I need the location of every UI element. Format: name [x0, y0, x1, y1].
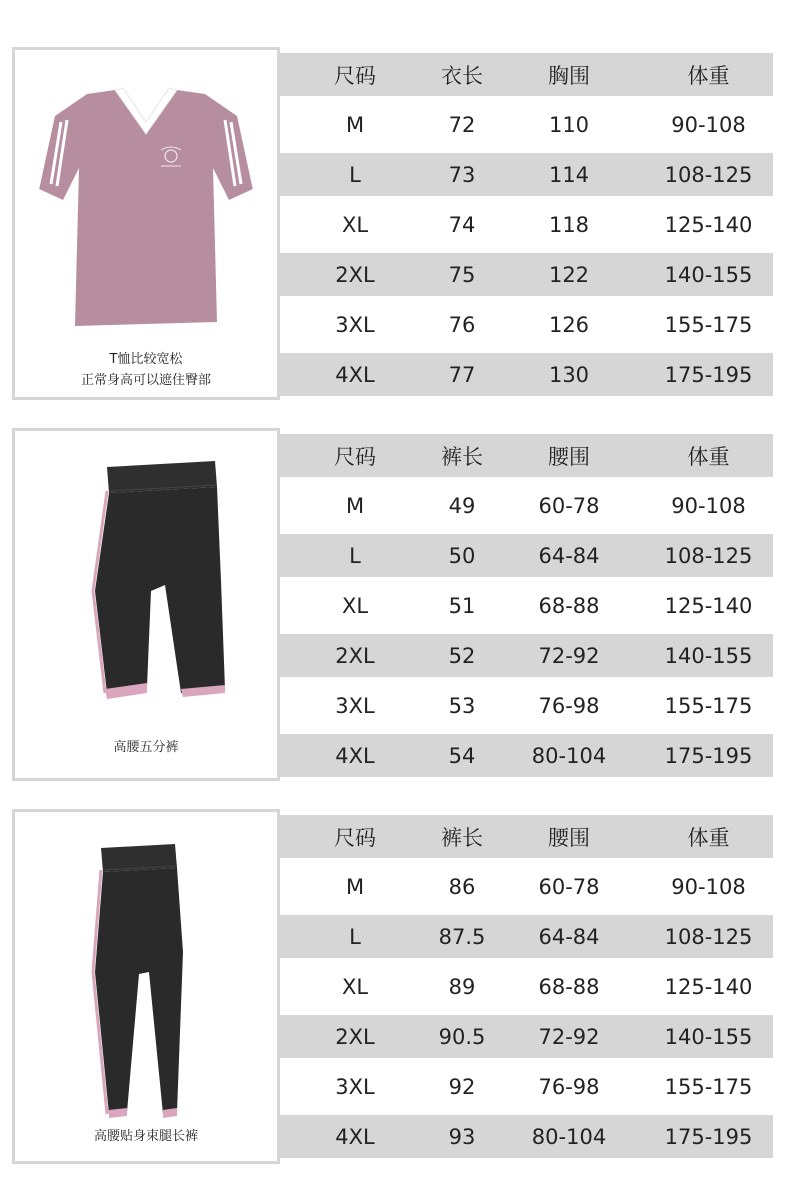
cell-size: L — [349, 543, 361, 568]
cell-weight: 155-175 — [664, 312, 753, 337]
cell-weight: 90-108 — [671, 874, 746, 899]
cell-size: 4XL — [335, 362, 375, 387]
cell-size: L — [349, 162, 361, 187]
table-row — [280, 153, 773, 196]
table-row — [280, 353, 773, 396]
cell-weight: 108-125 — [664, 162, 753, 187]
cell-chest: 110 — [548, 112, 590, 137]
table-row — [280, 858, 773, 915]
cell-waist: 60-78 — [538, 874, 600, 899]
header-waist: 腰围 — [548, 444, 590, 469]
header-weight: 体重 — [687, 63, 730, 88]
cell-size: 4XL — [335, 1124, 375, 1149]
cell-waist: 68-88 — [538, 593, 600, 618]
table-row — [280, 1058, 773, 1115]
cell-weight: 108-125 — [664, 543, 753, 568]
header-waist: 腰围 — [548, 825, 590, 850]
cell-size: 4XL — [335, 743, 375, 768]
cell-length: 90.5 — [438, 1024, 486, 1049]
cell-weight: 90-108 — [671, 493, 746, 518]
cell-size: 3XL — [335, 312, 375, 337]
header-length: 裤长 — [441, 444, 483, 469]
cell-waist: 76-98 — [538, 693, 600, 718]
size-table-shorts — [280, 434, 773, 777]
cell-size: 2XL — [335, 1024, 375, 1049]
cell-size: 2XL — [335, 643, 375, 668]
cell-length: 52 — [448, 643, 476, 668]
table-row — [280, 1015, 773, 1058]
table-row — [280, 296, 773, 353]
table-row — [280, 534, 773, 577]
shorts-caption — [15, 737, 277, 758]
header-chest: 胸围 — [548, 63, 590, 88]
cell-weight: 125-140 — [664, 593, 753, 618]
table-row — [280, 958, 773, 1015]
cell-chest: 122 — [548, 262, 590, 287]
cell-waist: 76-98 — [538, 1074, 600, 1099]
table-row — [280, 915, 773, 958]
header-weight: 体重 — [687, 444, 730, 469]
cell-weight: 140-155 — [664, 262, 753, 287]
cell-length: 87.5 — [438, 924, 486, 949]
cell-length: 49 — [448, 493, 476, 518]
table-row — [280, 677, 773, 734]
table-row — [280, 96, 773, 153]
caption-line: 高腰贴身束腿长裤 — [93, 1129, 198, 1144]
table-row — [280, 734, 773, 777]
cell-size: 3XL — [335, 693, 375, 718]
cell-length: 73 — [448, 162, 476, 187]
cell-size: XL — [341, 593, 369, 618]
table-row — [280, 196, 773, 253]
cell-size: M — [345, 874, 365, 899]
cell-weight: 140-155 — [664, 643, 753, 668]
cell-weight: 155-175 — [664, 1074, 753, 1099]
cell-length: 75 — [448, 262, 476, 287]
cell-size: M — [345, 112, 365, 137]
cell-weight: 155-175 — [664, 693, 753, 718]
cell-size: XL — [341, 974, 369, 999]
table-row — [280, 577, 773, 634]
cell-length: 93 — [448, 1124, 476, 1149]
caption-line: 高腰五分裤 — [113, 740, 179, 755]
leggings-illustration — [15, 812, 277, 1132]
caption-line: 正常身高可以遮住臀部 — [80, 373, 211, 388]
cell-weight: 90-108 — [671, 112, 746, 137]
table-header-row — [280, 815, 773, 858]
cell-waist: 72-92 — [538, 1024, 600, 1049]
cell-length: 76 — [448, 312, 476, 337]
caption-line: T恤比较宽松 — [109, 352, 183, 367]
leggings-image-panel — [12, 809, 280, 1164]
cell-length: 51 — [448, 593, 476, 618]
table-row — [280, 634, 773, 677]
cell-length: 74 — [448, 212, 476, 237]
header-length: 裤长 — [441, 825, 483, 850]
cell-chest: 126 — [548, 312, 590, 337]
table-row — [280, 477, 773, 534]
cell-size: 3XL — [335, 1074, 375, 1099]
cell-length: 72 — [448, 112, 476, 137]
cell-weight: 125-140 — [664, 974, 753, 999]
cell-size: M — [345, 493, 365, 518]
cell-waist: 68-88 — [538, 974, 600, 999]
cell-waist: 60-78 — [538, 493, 600, 518]
table-row — [280, 253, 773, 296]
table-row — [280, 1115, 773, 1158]
cell-weight: 140-155 — [664, 1024, 753, 1049]
cell-length: 54 — [448, 743, 476, 768]
cell-waist: 64-84 — [538, 543, 600, 568]
cell-length: 89 — [448, 974, 476, 999]
cell-waist: 80-104 — [531, 1124, 607, 1149]
tshirt-caption — [15, 349, 277, 391]
cell-chest: 130 — [548, 362, 590, 387]
cell-chest: 114 — [548, 162, 590, 187]
header-length: 衣长 — [441, 63, 483, 88]
cell-size: XL — [341, 212, 369, 237]
table-header-row — [280, 434, 773, 477]
cell-weight: 175-195 — [664, 743, 753, 768]
cell-waist: 72-92 — [538, 643, 600, 668]
shorts-illustration — [15, 431, 277, 731]
size-table-leggings — [280, 815, 773, 1158]
cell-weight: 125-140 — [664, 212, 753, 237]
table-header-row — [280, 53, 773, 96]
cell-waist: 80-104 — [531, 743, 607, 768]
cell-length: 53 — [448, 693, 476, 718]
cell-weight: 108-125 — [664, 924, 753, 949]
header-size: 尺码 — [334, 63, 376, 88]
cell-weight: 175-195 — [664, 1124, 753, 1149]
header-size: 尺码 — [334, 444, 376, 469]
cell-length: 86 — [448, 874, 476, 899]
shorts-image-panel — [12, 428, 280, 781]
tshirt-illustration — [15, 50, 277, 350]
cell-waist: 64-84 — [538, 924, 600, 949]
cell-length: 77 — [448, 362, 476, 387]
leggings-caption — [15, 1126, 277, 1147]
cell-length: 92 — [448, 1074, 476, 1099]
header-size: 尺码 — [334, 825, 376, 850]
cell-weight: 175-195 — [664, 362, 753, 387]
tshirt-image-panel — [12, 47, 280, 400]
cell-length: 50 — [448, 543, 476, 568]
cell-size: L — [349, 924, 361, 949]
cell-chest: 118 — [548, 212, 590, 237]
header-weight: 体重 — [687, 825, 730, 850]
size-table-tshirt — [280, 53, 773, 396]
cell-size: 2XL — [335, 262, 375, 287]
